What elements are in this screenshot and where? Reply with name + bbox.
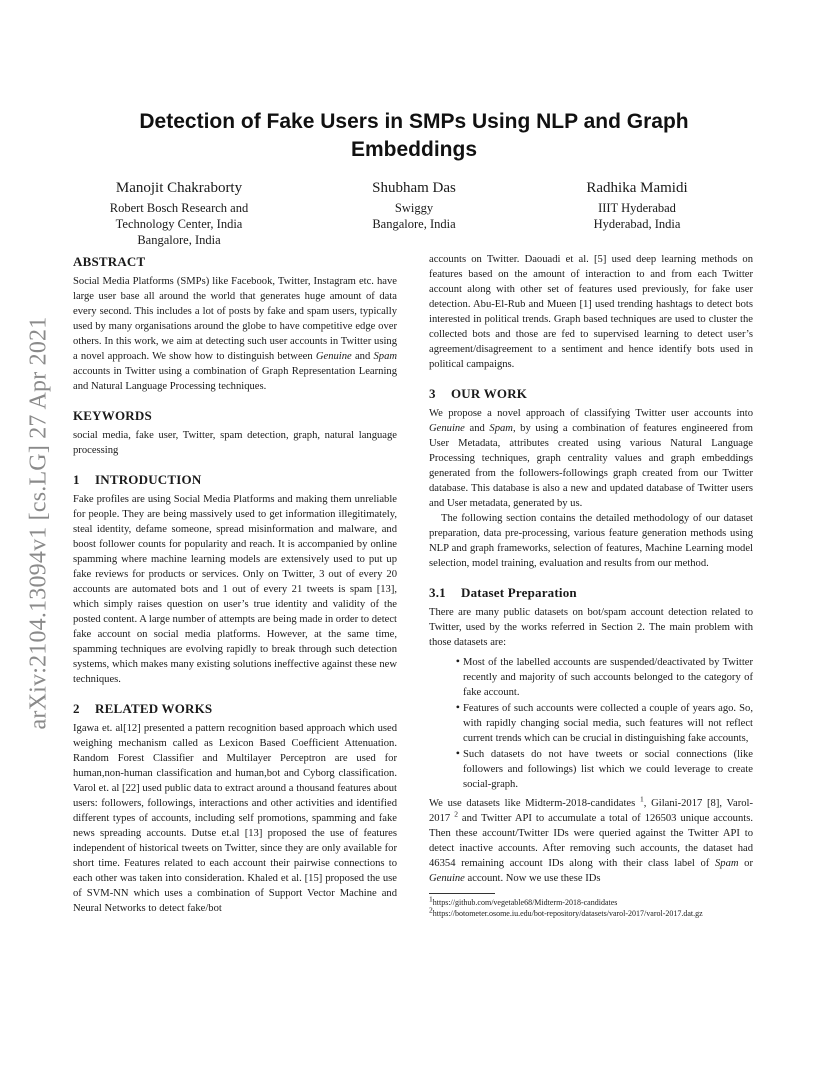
- footnote-ref-2[interactable]: 2: [454, 809, 458, 819]
- section-heading-introduction: 1 INTRODUCTION: [73, 472, 202, 487]
- our-work-paragraph-2: The following section contains the detailed methodology of our dataset preparation, data pre-processing, various feature generation methods using NLP and graph frameworks, selection of features, Machine Learning model selection, model training, evaluation and results from our method.: [429, 513, 753, 569]
- author-name: Manojit Chakraborty: [115, 180, 243, 196]
- footnote-divider: [429, 893, 495, 894]
- author-2: [339, 178, 489, 232]
- list-item: • Most of the labelled accounts are suspended/deactivated by Twitter recently and majority of such accounts belonged to the category of fake account.: [463, 654, 753, 700]
- author-1: [94, 178, 264, 248]
- our-work-paragraph-1: We propose a novel approach of classifying Twitter user accounts into Genuine and Spam, by using a combination of features engineered from User Metadata, attributes created using various Natural Language Processing techniques, graph centrality values and graph embeddings generated from the followers-followings graph created from our Twitter database. This database is also a new and updated database of Twitter users and User metadata, generated by us.: [429, 408, 753, 509]
- abstract-text: Social Media Platforms (SMPs) like Facebook, Twitter, Instagram etc. have large user base all around the world that generates huge amount of data every second. This includes a lot of posts by fake and spam users, typically used by many organisations around the globe to have competitive edge over others. In this work, we aim at detecting such user accounts in Twitter using a novel approach. We show how to distinguish between Genuine and Spam accounts in Twitter using a combination of Graph Representation Learning and Natural Language Processing techniques.: [73, 276, 398, 392]
- author-affiliation: Bangalore, India: [372, 217, 456, 231]
- footnote-link[interactable]: https://github.com/vegetable68/Midterm-2018-candidates: [432, 898, 618, 907]
- list-item: • Features of such accounts were collected a couple of years ago. So, with rapidly changing social media, such features will not reflect current trends which can be crucial in distinguishing fake accounts,: [463, 700, 753, 746]
- section-heading-our-work: 3 OUR WORK: [429, 386, 528, 401]
- author-3: [562, 178, 712, 232]
- dataset-problem-list: [429, 654, 753, 792]
- left-column: [73, 253, 397, 916]
- dataset-paragraph-2: We use datasets like Midterm-2018-candidates $^1$, Gilani-2017 [8], Varol-2017 $^2$ and Twitter API to accumulate a total of 126503 unique accounts. Then these account/Twitter IDs were queried against the Twitter API to detect inactive accounts. After removing such accounts, the dataset had 46354 remaining account IDs along with their class label of Spam or Genuine account. Now we use these IDs: [429, 794, 753, 884]
- list-item: • Such datasets do not have tweets or social connections (like followers and followings) list which we could leverage to create social-graph.: [463, 746, 753, 792]
- author-affiliation: Bangalore, India: [137, 233, 221, 247]
- related-works-text: Igawa et. al[12] presented a pattern recognition based approach which used weighing mechanism called as Lexicon Based Coefficient Attenuation. Random Forest Classifier and Multilayer Perceptron are used for human,non-human classification and human,bot and Cyborg classification. Varol et. al [22] used public data to extract around a thousand features about users: followers, followings, interactions and other activities and identified different types of accounts, including self promotions, spamming and fake news spreading accounts. Dutse et.al [13] proposed the use of features independent of historical tweets on Twitter, since they are only available for short time. Features related to each account their pairwise connections to each other was taken into consideration. Khaled et al. [15] proposed the use of SVM-NN which uses a combination of Support Vector Machine and Neural Networks to detect fake/bot: [73, 723, 397, 914]
- author-affiliation: Robert Bosch Research and: [109, 201, 249, 215]
- footnote-1: $^1$https://github.com/vegetable68/Midterm-2018-candidates: [429, 894, 618, 907]
- author-affiliation: Technology Center, India: [115, 217, 243, 231]
- section-heading-related-works: 2 RELATED WORKS: [73, 701, 213, 716]
- author-affiliation: Hyderabad, India: [593, 217, 681, 231]
- introduction-text: Fake profiles are using Social Media Platforms and making them unreliable for people. They are being massively used to get information illegitimately, steal identity, defame someone, spread misinformation and malware, and boost follower counts for popularity and reach. It is accompanied by online spamming where machine learning models are extensively used to put up fake reviews for products or services. Only on Twitter, 3 out of every 20 accounts are automated bots and 1 out of every 21 tweets is spam [13], which simply raises question on user’s true identity and validity of the posted content. A large number of attempts are being made in order to detect fake account on social media platforms. However, at the same time, spamming techniques are evolving rapidly to break through such detection systems, which makes many existing solutions ineffective against these new techniques.: [73, 494, 397, 685]
- author-affiliation: Swiggy: [394, 201, 434, 215]
- arxiv-stamp: [19, 288, 59, 758]
- footnote-2: $^2$https://botometer.osome.iu.edu/bot-repository/datasets/varol-2017/varol-2017.dat.gz: [429, 904, 703, 918]
- author-affiliation: IIIT Hyderabad: [598, 201, 676, 215]
- paper-title: Detection of Fake Users in SMPs Using NLP and Graph Embeddings: [139, 110, 689, 161]
- footnote-ref-1[interactable]: 1: [639, 794, 644, 804]
- related-works-continued: accounts on Twitter. Daouadi et al. [5] used deep learning methods on features based on the amount of interaction to and from each Twitter account along with other set of features used previously, for fake user detection. Abu-El-Rub and Mueen [1] used trending hashtags to detect bots interested in political trends. Graph based techniques are used to cluster the collected bots and those are fed to supervised learning to detect user’s agreement/disagreement to a sentiment and hence identify bots used in political campaigns.: [429, 254, 753, 370]
- author-name: Radhika Mamidi: [586, 180, 688, 196]
- arxiv-stamp-text: arXiv:2104.13094v1 [cs.LG] 27 Apr 2021: [25, 316, 52, 730]
- right-column: [429, 252, 753, 919]
- footnote-link[interactable]: https://botometer.osome.iu.edu/bot-repository/datasets/varol-2017/varol-2017.dat.gz: [432, 908, 703, 918]
- dataset-paragraph-1: There are many public datasets on bot/spam account detection related to Twitter, used by the works referred in Section 2. The main problem with those datasets are:: [429, 607, 753, 648]
- author-name: Shubham Das: [372, 180, 456, 196]
- subsection-heading-dataset-preparation: 3.1 Dataset Preparation: [429, 585, 577, 600]
- abstract-heading: ABSTRACT: [73, 254, 146, 269]
- keywords-heading: KEYWORDS: [73, 408, 152, 423]
- keywords-text: social media, fake user, Twitter, spam detection, graph, natural language processing: [73, 430, 397, 456]
